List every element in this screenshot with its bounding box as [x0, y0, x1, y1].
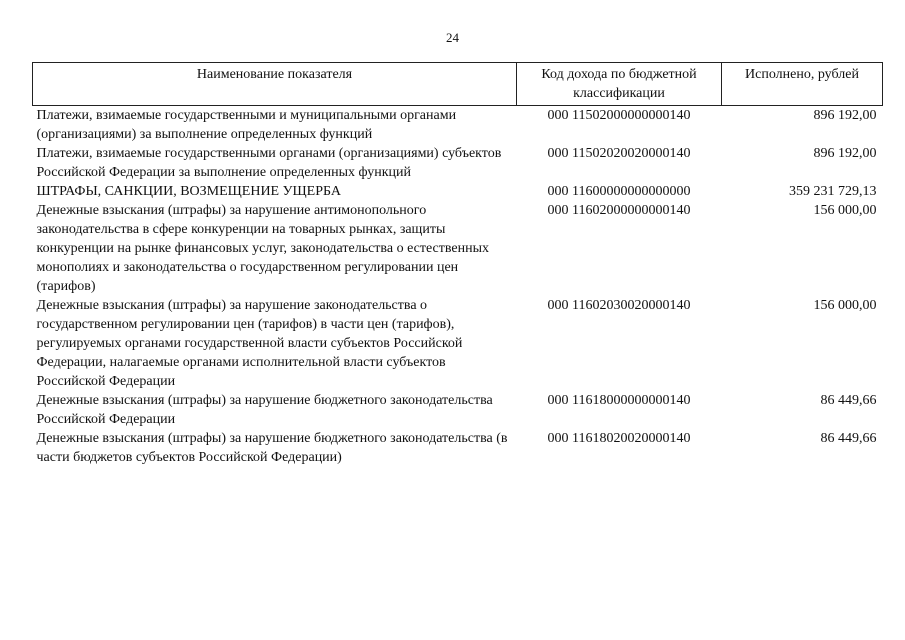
table-row	[33, 106, 883, 145]
indicator-name: Платежи, взимаемые государственными органами (организациями) субъектов Российской Федерации за выполнение определенных функций	[36, 146, 502, 180]
income-code: 000 11602030020000140	[547, 298, 691, 313]
indicator-name: Платежи, взимаемые государственными и муниципальными органами (организациями) за выполнение определенных функций	[36, 108, 457, 142]
table-row	[33, 182, 883, 201]
header-indicator-name: Наименование показателя	[33, 63, 517, 106]
header-executed-amount: Исполнено, рублей	[722, 63, 883, 106]
indicator-name: Денежные взыскания (штрафы) за нарушение бюджетного законодательства (в части бюджетов субъектов Российской Федерации)	[36, 431, 508, 465]
executed-amount: 86 449,66	[820, 393, 877, 408]
income-code: 000 11600000000000000	[547, 184, 691, 199]
executed-amount: 896 192,00	[813, 146, 877, 161]
table-row	[33, 429, 883, 467]
income-code: 000 11618000000000140	[547, 393, 691, 408]
indicator-name: Денежные взыскания (штрафы) за нарушение законодательства о государственном регулировании цен (тарифов) в части цен (тарифов), регулируемых органами государственной власти субъектов Российской Федерации, налагаемые органами исполнительной власти субъектов Российской Федерации	[36, 298, 463, 389]
table-row	[33, 296, 883, 391]
table-row	[33, 201, 883, 296]
executed-amount: 86 449,66	[820, 431, 877, 446]
budget-income-table	[32, 62, 883, 467]
indicator-name: Денежные взыскания (штрафы) за нарушение бюджетного законодательства Российской Федерации	[36, 393, 493, 427]
table-row	[33, 391, 883, 429]
executed-amount: 156 000,00	[813, 203, 877, 218]
executed-amount: 359 231 729,13	[789, 184, 877, 199]
income-code: 000 11502000000000140	[547, 108, 691, 123]
table-header	[33, 63, 883, 106]
executed-amount: 896 192,00	[813, 108, 877, 123]
income-code: 000 11502020020000140	[547, 146, 691, 161]
page-number: 24	[446, 30, 459, 45]
income-code: 000 11602000000000140	[547, 203, 691, 218]
table-row	[33, 144, 883, 182]
indicator-name: Денежные взыскания (штрафы) за нарушение антимонопольного законодательства в сфере конкуренции на товарных рынках, защиты конкуренции на рынке финансовых услуг, законодательства о естественных монополиях и законодательства о государственном регулировании цен (тарифов)	[36, 203, 489, 294]
header-income-code: Код дохода по бюджетной классификации	[517, 63, 722, 106]
executed-amount: 156 000,00	[813, 298, 877, 313]
indicator-name: ШТРАФЫ, САНКЦИИ, ВОЗМЕЩЕНИЕ УЩЕРБА	[36, 184, 341, 199]
income-code: 000 11618020020000140	[547, 431, 691, 446]
